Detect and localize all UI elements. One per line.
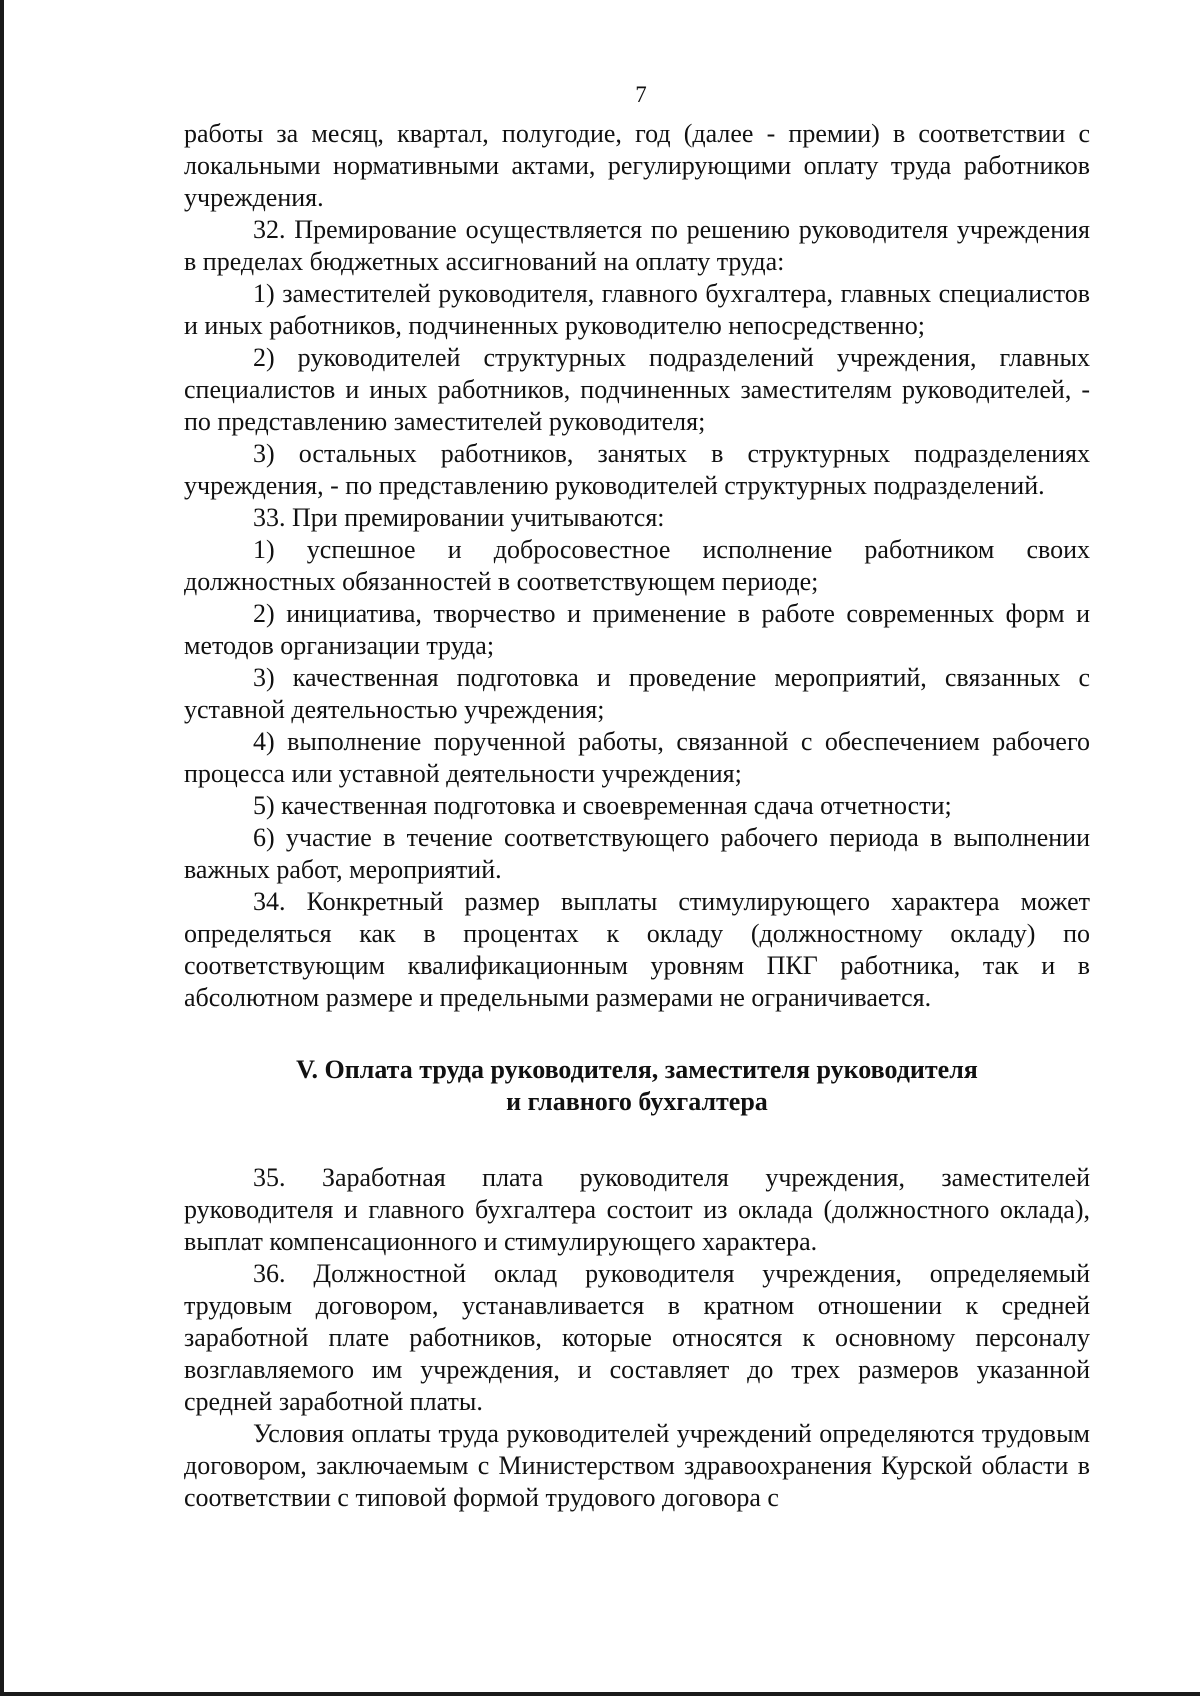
document-page: [184, 80, 1090, 1514]
section-heading: [184, 1054, 1090, 1118]
paragraph-33-item-3: 3) качественная подготовка и проведение мероприятий, связанных с уставной деятельностью учреждения;: [184, 663, 1090, 724]
paragraph-continuation: работы за месяц, квартал, полугодие, год (далее - премии) в соответствии с локальными нормативными актами, регулирующими оплату труда работников учреждения.: [184, 119, 1090, 212]
paragraphs-before-section: [184, 118, 1090, 1014]
paragraphs-after-section: [184, 1162, 1090, 1514]
page-number: 7: [635, 82, 647, 107]
paragraph-32-item-2: 2) руководителей структурных подразделений учреждения, главных специалистов и иных работников, подчиненных заместителям руководителей, - по представлению заместителей руководителя;: [184, 343, 1090, 436]
paragraph-32-item-1: 1) заместителей руководителя, главного бухгалтера, главных специалистов и иных работников, подчиненных руководителю непосредственно;: [184, 279, 1090, 340]
scan-border-bottom: [0, 1692, 1200, 1696]
paragraph-33-item-5: 5) качественная подготовка и своевременная сдача отчетности;: [253, 791, 952, 820]
paragraph-33-item-1: 1) успешное и добросовестное исполнение работником своих должностных обязанностей в соответствующем периоде;: [184, 535, 1090, 596]
paragraph-36: 36. Должностной оклад руководителя учреждения, определяемый трудовым договором, устанавливается в кратном отношении к средней заработной плате работников, которые относятся к основному персоналу возглавляемого им учреждения, и составляет до трех размеров указанной средней заработной платы.: [184, 1259, 1090, 1416]
paragraph-32-item-3: 3) остальных работников, занятых в структурных подразделениях учреждения, - по представлению руководителей структурных подразделений.: [184, 439, 1090, 500]
section-heading-line-2: и главного бухгалтера: [506, 1087, 768, 1116]
scan-border-left: [0, 0, 4, 1696]
paragraph-34: 34. Конкретный размер выплаты стимулирующего характера может определяться как в процентах к окладу (должностному окладу) по соответствующим квалификационным уровням ПКГ работника, так и в абсолютном размере и предельными размерами не ограничивается.: [184, 887, 1090, 1012]
paragraph-35: 35. Заработная плата руководителя учреждения, заместителей руководителя и главного бухгалтера состоит из оклада (должностного оклада), выплат компенсационного и стимулирующего характера.: [184, 1163, 1090, 1256]
paragraph-33-item-2: 2) инициатива, творчество и применение в работе современных форм и методов организации труда;: [184, 599, 1090, 660]
paragraph-32: 32. Премирование осуществляется по решению руководителя учреждения в пределах бюджетных ассигнований на оплату труда:: [184, 215, 1090, 276]
section-heading-line-1: V. Оплата труда руководителя, заместителя руководителя: [296, 1055, 978, 1084]
paragraph-33-item-4: 4) выполнение порученной работы, связанной с обеспечением рабочего процесса или уставной деятельности учреждения;: [184, 727, 1090, 788]
paragraph-33: 33. При премировании учитываются:: [253, 503, 665, 532]
paragraph-33-item-6: 6) участие в течение соответствующего рабочего периода в выполнении важных работ, мероприятий.: [184, 823, 1090, 884]
paragraph-36-conditions: Условия оплаты труда руководителей учреждений определяются трудовым договором, заключаемым с Министерством здравоохранения Курской области в соответствии с типовой формой трудового договора с: [184, 1419, 1090, 1512]
